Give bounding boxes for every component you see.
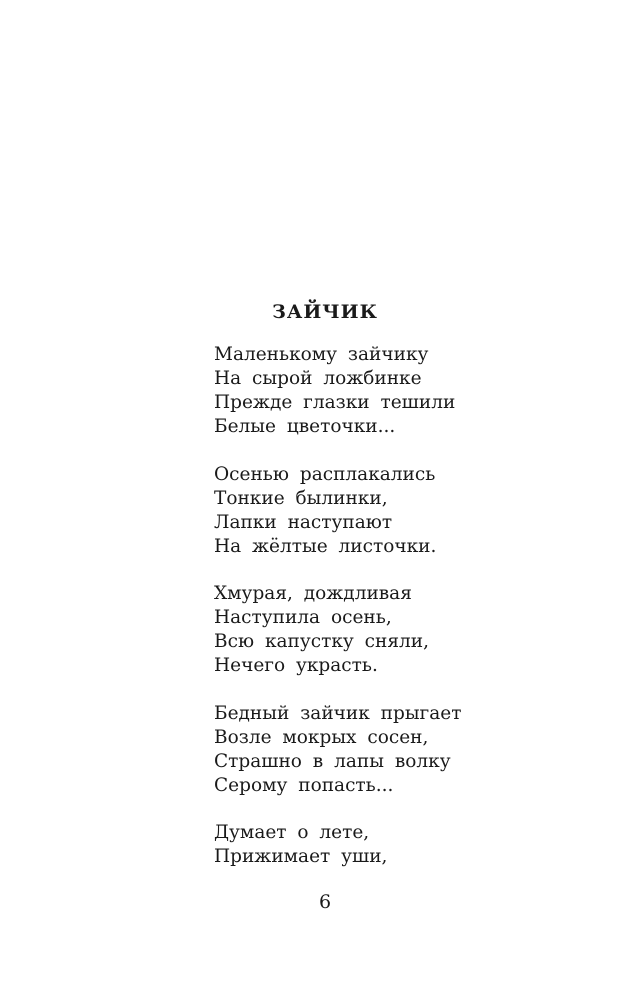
poem-line: На сырой ложбинке xyxy=(214,368,422,389)
poem-line: Тонкие былинки, xyxy=(214,487,388,509)
stanza xyxy=(214,702,461,798)
poem-line: Лапки наступают xyxy=(214,511,393,533)
poem-title: ЗАЙЧИК xyxy=(272,301,378,323)
poem-line: Прежде глазки тешили xyxy=(214,392,456,413)
stanza xyxy=(214,343,461,439)
poem-line: На жёлтые листочки. xyxy=(214,535,437,557)
poem-line: Бедный зайчик прыгает xyxy=(214,702,462,724)
stanza xyxy=(214,582,461,678)
poem-line: Всю капустку сняли, xyxy=(214,631,429,652)
poem-body xyxy=(214,343,461,893)
stanza xyxy=(214,821,461,869)
poem-line: Маленькому зайчику xyxy=(214,344,429,365)
poem-line: Нечего украсть. xyxy=(214,655,378,676)
stanza xyxy=(214,463,461,559)
poem-line: Наступила осень, xyxy=(214,607,392,628)
poem-line: Думает о лете, xyxy=(214,822,370,843)
poem-line: Серому попасть... xyxy=(214,774,394,796)
poem-line: Страшно в лапы волку xyxy=(214,750,451,772)
poem-line: Прижимает уши, xyxy=(214,846,388,867)
page-number: 6 xyxy=(318,891,332,913)
poem-line: Хмурая, дождливая xyxy=(214,583,412,604)
poem-line: Осенью расплакались xyxy=(214,463,436,485)
poem-line: Белые цветочки... xyxy=(214,416,396,437)
poem-line: Возле мокрых сосен, xyxy=(214,726,429,748)
